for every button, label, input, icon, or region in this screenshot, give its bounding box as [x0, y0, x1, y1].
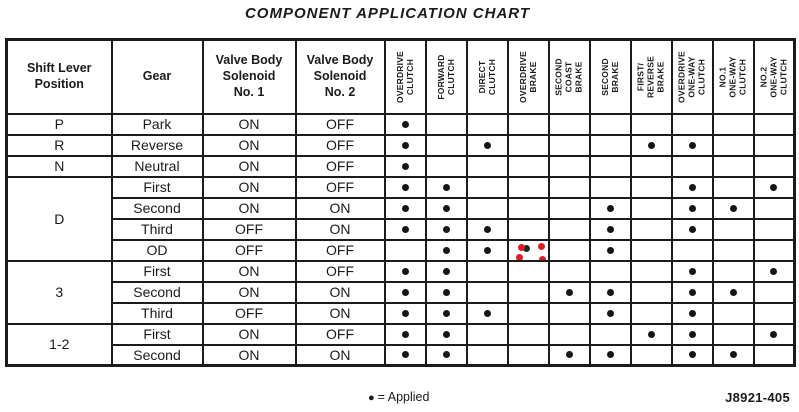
applied-cell [713, 198, 754, 219]
empty-cell [549, 114, 590, 135]
applied-dot [402, 351, 409, 358]
component-header-second-coast-brake: SECOND COAST BRAKE [549, 40, 590, 114]
table-row [7, 135, 795, 156]
table-row [7, 261, 795, 282]
component-header-forward-clutch: FORWARD CLUTCH [426, 40, 467, 114]
applied-dot [689, 310, 696, 317]
empty-cell [508, 114, 549, 135]
applied-dot [689, 331, 696, 338]
applied-cell [508, 240, 549, 261]
applied-dot [402, 142, 409, 149]
empty-cell [590, 114, 631, 135]
solenoid2-cell: ON [296, 303, 385, 324]
applied-cell [385, 345, 426, 366]
empty-cell [713, 240, 754, 261]
applied-dot [443, 226, 450, 233]
gear-cell: Neutral [112, 156, 203, 177]
applied-cell [713, 345, 754, 366]
applied-cell [385, 114, 426, 135]
applied-dot [607, 226, 614, 233]
empty-cell [508, 219, 549, 240]
applied-dot [607, 351, 614, 358]
legend-text: = Applied [377, 390, 430, 404]
applied-dot [402, 163, 409, 170]
applied-cell [672, 198, 713, 219]
solenoid1-cell: ON [203, 261, 296, 282]
applied-cell [467, 240, 508, 261]
gear-cell: First [112, 261, 203, 282]
applied-dot [770, 268, 777, 275]
applied-cell [426, 219, 467, 240]
solenoid1-cell: ON [203, 177, 296, 198]
applied-cell [385, 177, 426, 198]
empty-cell [631, 156, 672, 177]
applied-dot [402, 205, 409, 212]
empty-cell [713, 177, 754, 198]
solenoid2-cell: OFF [296, 324, 385, 345]
legend [368, 390, 429, 404]
empty-cell [508, 198, 549, 219]
empty-cell [713, 219, 754, 240]
table-row [7, 240, 795, 261]
applied-dot [402, 289, 409, 296]
gear-cell: Second [112, 282, 203, 303]
applied-cell [426, 282, 467, 303]
solenoid2-cell: OFF [296, 177, 385, 198]
applied-cell [385, 156, 426, 177]
empty-cell [713, 261, 754, 282]
applied-dot [443, 289, 450, 296]
column-header-valve-body-solenoid-no-2: Valve Body Solenoid No. 2 [296, 40, 385, 114]
applied-cell [467, 135, 508, 156]
solenoid2-cell: ON [296, 282, 385, 303]
applied-dot [484, 247, 491, 254]
component-header-first-reverse-brake: FIRST/ REVERSE BRAKE [631, 40, 672, 114]
empty-cell [754, 114, 795, 135]
table-row [7, 156, 795, 177]
gear-cell: Second [112, 198, 203, 219]
figure-code: J8921-405 [725, 390, 790, 405]
empty-cell [508, 156, 549, 177]
applied-dot [484, 310, 491, 317]
applied-dot [443, 268, 450, 275]
empty-cell [713, 114, 754, 135]
empty-cell [467, 114, 508, 135]
empty-cell [549, 303, 590, 324]
applied-cell [385, 282, 426, 303]
empty-cell [631, 282, 672, 303]
empty-cell [713, 303, 754, 324]
applied-cell [549, 282, 590, 303]
gear-cell: Reverse [112, 135, 203, 156]
component-header-second-brake: SECOND BRAKE [590, 40, 631, 114]
applied-dot [689, 205, 696, 212]
applied-cell [631, 135, 672, 156]
applied-dot [443, 331, 450, 338]
solenoid1-cell: ON [203, 282, 296, 303]
empty-cell [754, 345, 795, 366]
applied-cell [426, 198, 467, 219]
solenoid1-cell: OFF [203, 303, 296, 324]
empty-cell [549, 198, 590, 219]
empty-cell [467, 345, 508, 366]
empty-cell [508, 324, 549, 345]
applied-dot [689, 268, 696, 275]
applied-cell [754, 261, 795, 282]
gear-cell: Second [112, 345, 203, 366]
empty-cell [754, 240, 795, 261]
applied-cell [426, 324, 467, 345]
applied-cell [385, 135, 426, 156]
shift-lever-cell: P [7, 114, 112, 135]
gear-cell: Third [112, 303, 203, 324]
solenoid2-cell: OFF [296, 261, 385, 282]
gear-cell: Third [112, 219, 203, 240]
solenoid1-cell: ON [203, 198, 296, 219]
applied-dot [730, 205, 737, 212]
applied-cell [590, 240, 631, 261]
solenoid1-cell: ON [203, 345, 296, 366]
empty-cell [426, 156, 467, 177]
applied-dot [607, 289, 614, 296]
applied-dot [402, 268, 409, 275]
gear-cell: OD [112, 240, 203, 261]
empty-cell [754, 156, 795, 177]
column-header-gear: Gear [112, 40, 203, 114]
empty-cell [508, 303, 549, 324]
applied-cell [672, 282, 713, 303]
applied-cell [590, 303, 631, 324]
empty-cell [672, 240, 713, 261]
applied-cell [385, 261, 426, 282]
applied-dot [402, 226, 409, 233]
empty-cell [385, 240, 426, 261]
applied-cell [672, 345, 713, 366]
applied-dot [566, 289, 573, 296]
empty-cell [426, 114, 467, 135]
applied-cell [467, 219, 508, 240]
solenoid2-cell: OFF [296, 156, 385, 177]
applied-cell [672, 135, 713, 156]
applied-cell [672, 324, 713, 345]
solenoid1-cell: OFF [203, 219, 296, 240]
applied-dot [484, 142, 491, 149]
applied-cell [672, 219, 713, 240]
applied-dot [402, 331, 409, 338]
applied-cell [385, 219, 426, 240]
solenoid1-cell: ON [203, 156, 296, 177]
empty-cell [467, 156, 508, 177]
applied-dot [689, 226, 696, 233]
empty-cell [631, 240, 672, 261]
applied-dot [770, 184, 777, 191]
solenoid2-cell: ON [296, 219, 385, 240]
applied-dot [402, 310, 409, 317]
page-title: COMPONENT APPLICATION CHART [244, 5, 531, 22]
empty-cell [508, 177, 549, 198]
solenoid1-cell: ON [203, 114, 296, 135]
empty-cell [754, 282, 795, 303]
red-marker-dot [516, 254, 523, 261]
applied-dot [730, 351, 737, 358]
solenoid2-cell: ON [296, 198, 385, 219]
shift-lever-cell: 1-2 [7, 324, 112, 366]
applied-cell [590, 345, 631, 366]
shift-lever-cell: N [7, 156, 112, 177]
empty-cell [631, 198, 672, 219]
empty-cell [467, 177, 508, 198]
applied-dot [484, 226, 491, 233]
solenoid2-cell: OFF [296, 135, 385, 156]
applied-cell [590, 198, 631, 219]
empty-cell [467, 282, 508, 303]
solenoid2-cell: ON [296, 345, 385, 366]
applied-cell [426, 177, 467, 198]
gear-cell: First [112, 177, 203, 198]
empty-cell [549, 324, 590, 345]
empty-cell [590, 177, 631, 198]
applied-cell [754, 324, 795, 345]
solenoid2-cell: OFF [296, 114, 385, 135]
applied-dot [607, 310, 614, 317]
table-row [7, 114, 795, 135]
gear-cell: First [112, 324, 203, 345]
component-header-no-2-one-way-clutch: NO.2 ONE-WAY CLUTCH [754, 40, 795, 114]
empty-cell [467, 198, 508, 219]
empty-cell [467, 324, 508, 345]
applied-dot [689, 289, 696, 296]
empty-cell [631, 114, 672, 135]
applied-cell [426, 240, 467, 261]
empty-cell [713, 324, 754, 345]
shift-lever-cell: 3 [7, 261, 112, 324]
red-marker-dot [538, 243, 545, 250]
applied-cell [590, 219, 631, 240]
shift-lever-cell: D [7, 177, 112, 261]
applied-dot [443, 247, 450, 254]
empty-cell [713, 156, 754, 177]
applied-dot [402, 121, 409, 128]
empty-cell [549, 219, 590, 240]
table-row [7, 324, 795, 345]
applied-dot [566, 351, 573, 358]
component-header-direct-clutch: DIRECT CLUTCH [467, 40, 508, 114]
component-header-no-1-one-way-clutch: NO.1 ONE-WAY CLUTCH [713, 40, 754, 114]
empty-cell [631, 219, 672, 240]
empty-cell [672, 114, 713, 135]
empty-cell [754, 219, 795, 240]
component-application-table [5, 38, 796, 367]
applied-dot [402, 184, 409, 191]
applied-cell [590, 282, 631, 303]
gear-cell: Park [112, 114, 203, 135]
applied-cell [672, 261, 713, 282]
shift-lever-cell: R [7, 135, 112, 156]
table-row [7, 198, 795, 219]
applied-cell [385, 324, 426, 345]
applied-dot-symbol: ● [368, 392, 375, 404]
empty-cell [631, 303, 672, 324]
solenoid2-cell: OFF [296, 240, 385, 261]
component-header-overdrive-clutch: OVERDRIVE CLUTCH [385, 40, 426, 114]
applied-dot [443, 184, 450, 191]
empty-cell [549, 240, 590, 261]
empty-cell [590, 324, 631, 345]
component-header-overdrive-one-way-clutch: OVERDRIVE ONE-WAY CLUTCH [672, 40, 713, 114]
applied-dot [689, 142, 696, 149]
empty-cell [713, 135, 754, 156]
table-row [7, 282, 795, 303]
table-row [7, 303, 795, 324]
red-marker-dot [518, 244, 525, 251]
applied-cell [631, 324, 672, 345]
solenoid1-cell: OFF [203, 240, 296, 261]
empty-cell [508, 282, 549, 303]
applied-dot [730, 289, 737, 296]
applied-dot [689, 351, 696, 358]
empty-cell [754, 198, 795, 219]
empty-cell [754, 135, 795, 156]
applied-cell [549, 345, 590, 366]
applied-cell [754, 177, 795, 198]
table-row [7, 219, 795, 240]
column-header-valve-body-solenoid-no-1: Valve Body Solenoid No. 1 [203, 40, 296, 114]
empty-cell [754, 303, 795, 324]
applied-dot [648, 331, 655, 338]
applied-dot [770, 331, 777, 338]
applied-cell [426, 345, 467, 366]
empty-cell [631, 261, 672, 282]
empty-cell [590, 135, 631, 156]
applied-cell [672, 303, 713, 324]
empty-cell [508, 135, 549, 156]
table-row [7, 177, 795, 198]
empty-cell [590, 156, 631, 177]
empty-cell [426, 135, 467, 156]
empty-cell [549, 261, 590, 282]
applied-cell [467, 303, 508, 324]
component-header-overdrive-brake: OVERDRIVE BRAKE [508, 40, 549, 114]
solenoid1-cell: ON [203, 324, 296, 345]
applied-cell [672, 177, 713, 198]
empty-cell [549, 135, 590, 156]
table-row [7, 345, 795, 366]
solenoid1-cell: ON [203, 135, 296, 156]
empty-cell [549, 177, 590, 198]
empty-cell [631, 345, 672, 366]
applied-cell [385, 198, 426, 219]
applied-dot [443, 310, 450, 317]
applied-dot [689, 184, 696, 191]
empty-cell [508, 261, 549, 282]
applied-dot [607, 205, 614, 212]
empty-cell [672, 156, 713, 177]
applied-cell [426, 261, 467, 282]
empty-cell [508, 345, 549, 366]
applied-dot [443, 205, 450, 212]
applied-dot [607, 247, 614, 254]
empty-cell [631, 177, 672, 198]
empty-cell [467, 261, 508, 282]
empty-cell [549, 156, 590, 177]
applied-cell [426, 303, 467, 324]
applied-cell [713, 282, 754, 303]
empty-cell [590, 261, 631, 282]
column-header-shift-lever-position: Shift Lever Position [7, 40, 112, 114]
applied-dot [443, 351, 450, 358]
applied-cell [385, 303, 426, 324]
applied-dot [648, 142, 655, 149]
